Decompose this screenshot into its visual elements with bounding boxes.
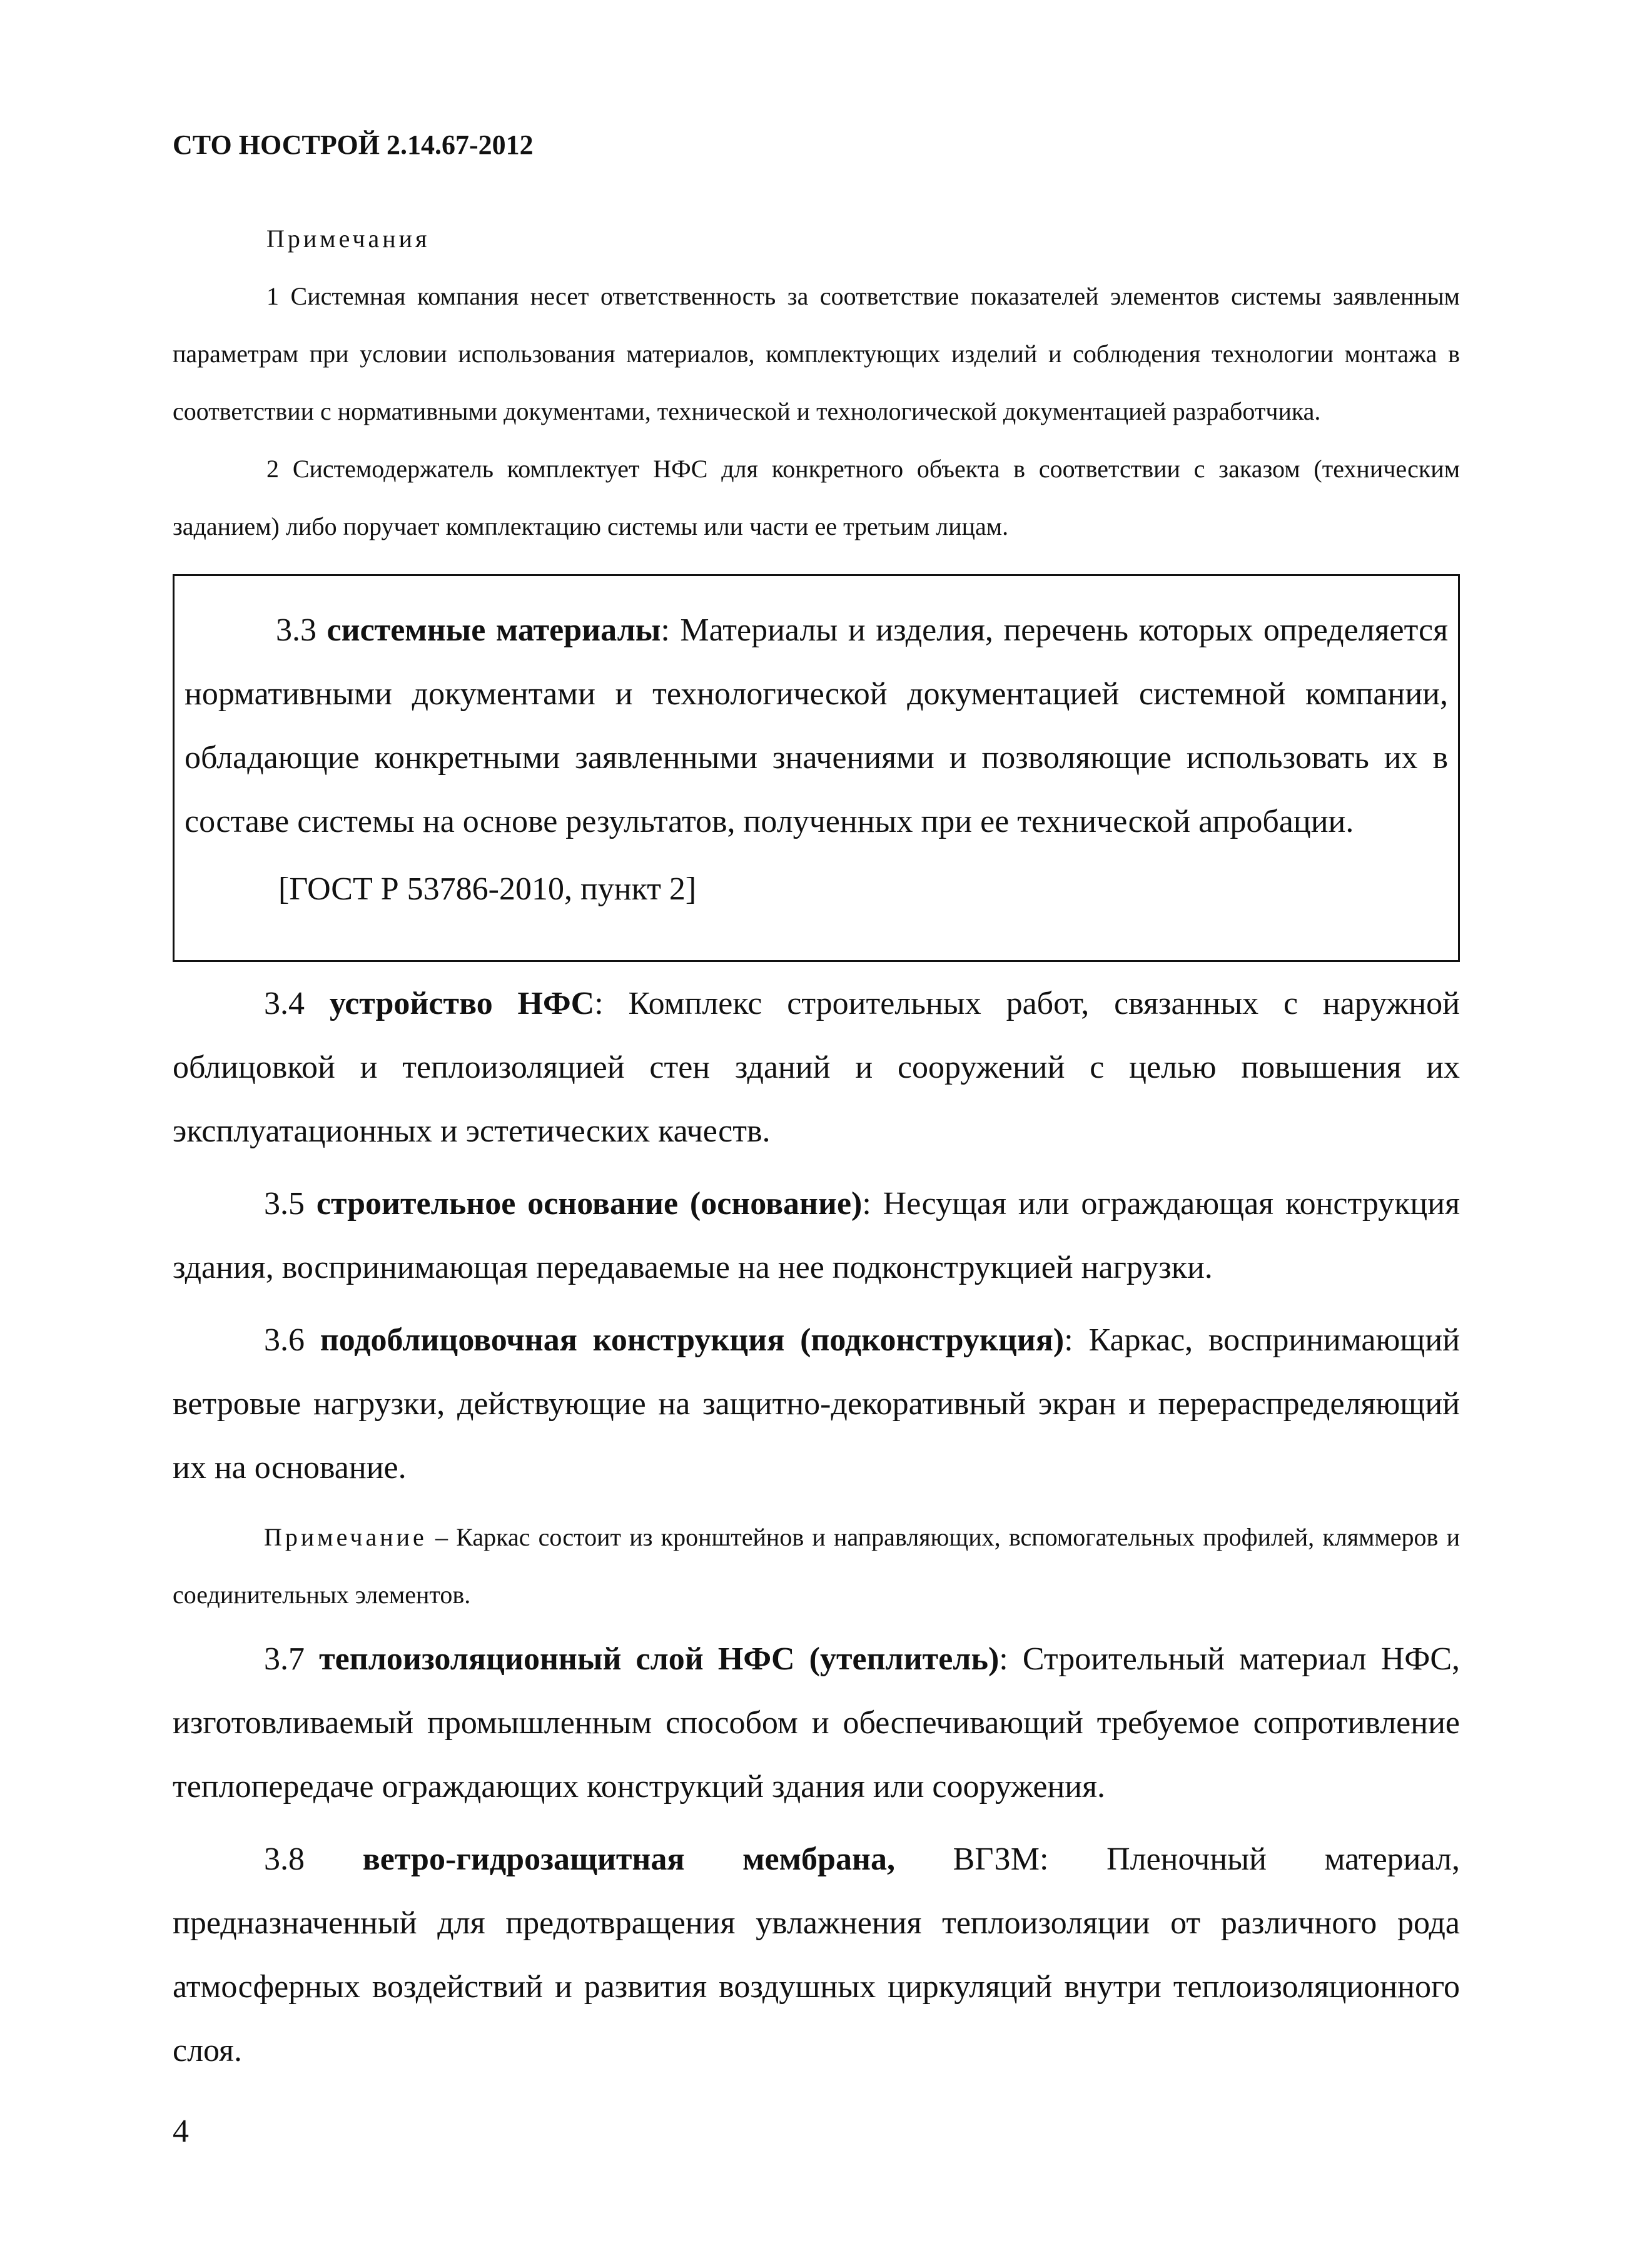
note-text: – Каркас состоит из кронштейнов и направляющих, вспомогательных профилей, кляммеров и соединительных элементов. bbox=[173, 1523, 1460, 1609]
definition-number: 3.6 bbox=[264, 1322, 305, 1358]
definition-reference: [ГОСТ Р 53786-2010, пункт 2] bbox=[278, 871, 697, 907]
page-number: 4 bbox=[173, 2114, 189, 2149]
notes-block bbox=[173, 210, 1460, 555]
definition-number: 3.3 bbox=[276, 612, 316, 648]
definition-term: подоблицовочная конструкция (подконструкция) bbox=[320, 1322, 1065, 1358]
definition-3-6 bbox=[173, 1309, 1460, 1500]
note-label: Примечание bbox=[264, 1523, 427, 1551]
definition-term: ветро-гидрозащитная мембрана, bbox=[362, 1841, 895, 1877]
definition-text: : Каркас, воспринимающий ветровые нагрузки, действующие на защитно-декоративный экран и перераспределяющий их на основание. bbox=[173, 1322, 1460, 1486]
definition-text: ВГЗМ: Пленочный материал, предназначенный для предотвращения увлажнения теплоизоляции от различного рода атмосферных воздействий и развития воздушных циркуляций внутри теплоизоляционного слоя. bbox=[173, 1841, 1460, 2068]
definition-3-4 bbox=[173, 972, 1460, 1163]
definitions-list bbox=[173, 972, 1460, 2092]
definition-3-5 bbox=[173, 1172, 1460, 1300]
definition-text: : Материалы и изделия, перечень которых определяется нормативными документами и технологической документацией системной компании, обладающие конкретными заявленными значениями и позволяющие использовать их в составе системы на основе результатов, полученных при ее технической апробации. bbox=[185, 612, 1448, 839]
definition-term: устройство НФС bbox=[329, 986, 595, 1021]
document-page bbox=[173, 0, 1460, 2268]
definition-text: : Комплекс строительных работ, связанных с наружной облицовкой и теплоизоляцией стен зданий и сооружений с целью повышения их эксплуатационных и эстетических качеств. bbox=[173, 986, 1460, 1149]
definition-3-6-note bbox=[173, 1509, 1460, 1624]
definition-number: 3.5 bbox=[264, 1186, 305, 1222]
note-item-1: 1 Системная компания несет ответственность за соответствие показателей элементов системы заявленным параметрам при условии использования материалов, комплектующих изделий и соблюдения технологии монтажа в соответствии с нормативными документами, технической и технологической документацией разработчика. bbox=[173, 282, 1460, 425]
definition-number: 3.4 bbox=[264, 986, 305, 1021]
definition-number: 3.8 bbox=[264, 1841, 305, 1877]
definition-text: : Несущая или ограждающая конструкция здания, воспринимающая передаваемые на нее подконструкцией нагрузки. bbox=[173, 1186, 1460, 1285]
notes-title: Примечания bbox=[266, 225, 430, 253]
definition-term: теплоизоляционный слой НФС (утеплитель) bbox=[319, 1641, 1000, 1677]
definition-3-3 bbox=[185, 599, 1448, 854]
document-code: СТО НОСТРОЙ 2.14.67-2012 bbox=[173, 129, 534, 160]
definition-3-8 bbox=[173, 1828, 1460, 2083]
definition-3-7 bbox=[173, 1628, 1460, 1819]
definition-term: строительное основание (основание) bbox=[316, 1186, 863, 1222]
definition-number: 3.7 bbox=[264, 1641, 305, 1677]
definition-text: : Строительный материал НФС, изготовливаемый промышленным способом и обеспечивающий требуемое сопротивление теплопередаче ограждающих конструкций здания или сооружения. bbox=[173, 1641, 1460, 1805]
definition-term: системные материалы bbox=[327, 612, 661, 648]
note-item-2: 2 Системодержатель комплектует НФС для конкретного объекта в соответствии с заказом (техническим заданием) либо поручает комплектацию системы или части ее третьим лицам. bbox=[173, 455, 1460, 540]
definition-box-3-3 bbox=[173, 574, 1460, 962]
